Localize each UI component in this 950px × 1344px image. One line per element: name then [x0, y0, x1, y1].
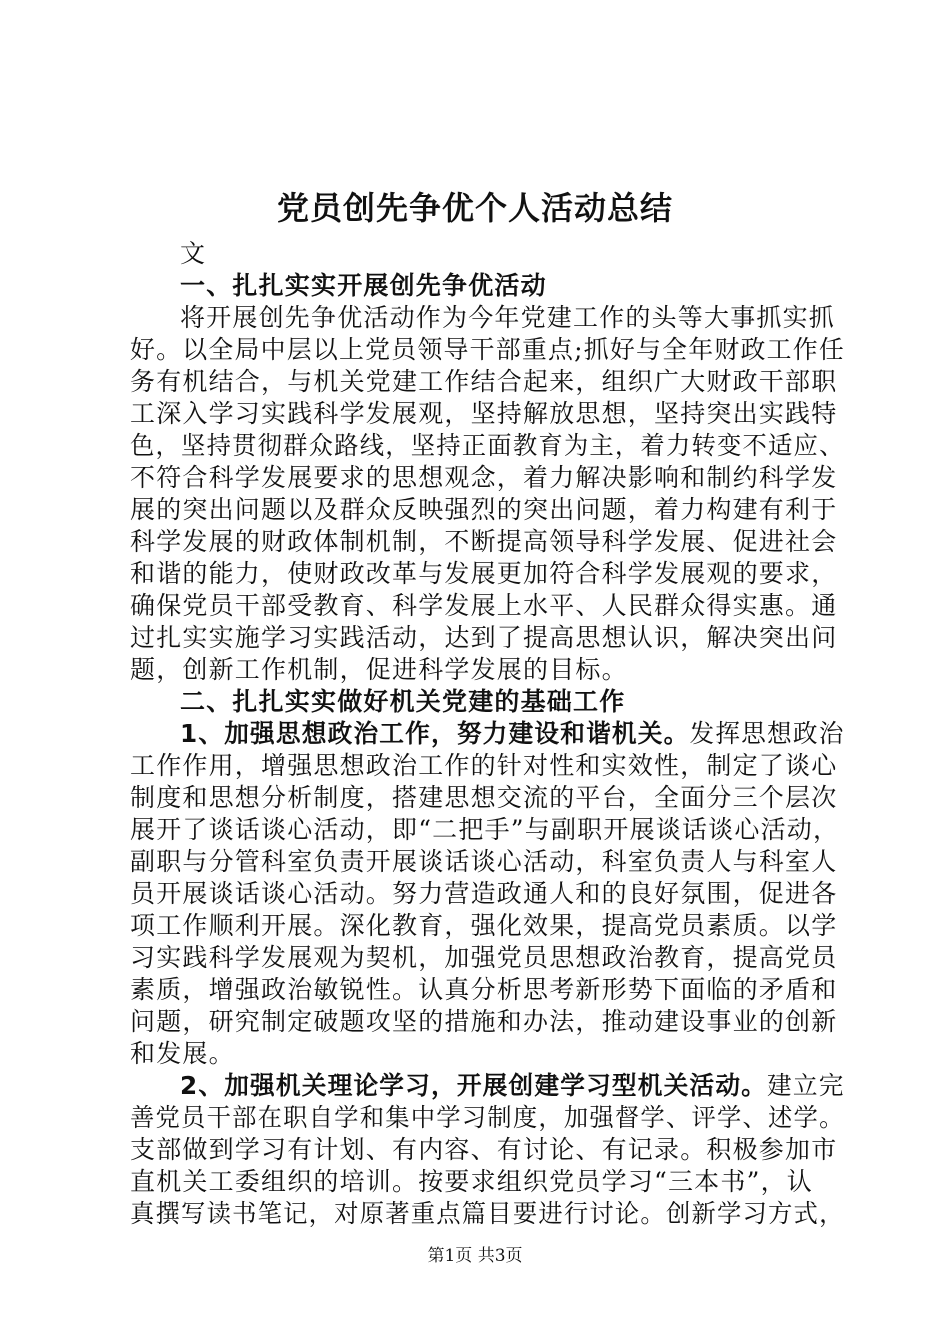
paragraph-line: 真撰写读书笔记，对原著重点篇目要进行讨论。创新学习方式，: [130, 1199, 845, 1228]
paragraph-line: 素质，增强政治敏锐性。认真分析思考新形势下面临的矛盾和: [130, 975, 838, 1004]
paragraph-line: 副职与分管科室负责开展谈话谈心活动，科室负责人与科室人: [130, 847, 838, 876]
paragraph-line: 过扎实实施学习实践活动，达到了提高思想认识，解决突出问: [130, 623, 838, 652]
item-2-first-text: 建立完: [767, 1071, 845, 1100]
paragraph-line: 支部做到学习有计划、有内容、有讨论、有记录。积极参加市: [130, 1135, 838, 1164]
paragraph-line: 展的突出问题以及群众反映强烈的突出问题，着力构建有利于: [130, 495, 838, 524]
paragraph-line: 制度和思想分析制度，搭建思想交流的平台，全面分三个层次: [130, 783, 838, 812]
author-line: 文: [180, 239, 207, 268]
paragraph-line: 务有机结合，与机关党建工作结合起来，组织广大财政干部职: [130, 367, 838, 396]
paragraph-line: 好。以全局中层以上党员领导干部重点;抓好与全年财政工作任: [130, 335, 846, 364]
paragraph-line: 不符合科学发展要求的思想观念，着力解决影响和制约科学发: [130, 463, 838, 492]
item-1-heading: 1、加强思想政治工作，努力建设和谐机关。: [180, 719, 690, 748]
section-heading-1: 一、扎扎实实开展创先争优活动: [180, 271, 547, 300]
document-title: 党员创先争优个人活动总结: [276, 189, 673, 227]
paragraph-line: 和发展。: [130, 1039, 235, 1068]
paragraph-line: 科学发展的财政体制机制，不断提高领导科学发展、促进社会: [130, 527, 838, 556]
paragraph-line: 习实践科学发展观为契机，加强党员思想政治教育，提高党员: [130, 943, 838, 972]
paragraph-line: 员开展谈话谈心活动。努力营造政通人和的良好氛围，促进各: [130, 879, 838, 908]
paragraph-line: 展开了谈话谈心活动，即“二把手”与副职开展谈话谈心活动，: [130, 815, 840, 844]
paragraph-line: 问题，研究制定破题攻坚的措施和办法，推动建设事业的创新: [130, 1007, 838, 1036]
item-2-first-line: [180, 1070, 845, 1102]
paragraph-line: 色，坚持贯彻群众路线，坚持正面教育为主，着力转变不适应、: [130, 431, 845, 460]
paragraph-line: 确保党员干部受教育、科学发展上水平、人民群众得实惠。通: [130, 591, 838, 620]
paragraph-line: 工作作用，增强思想政治工作的针对性和实效性，制定了谈心: [130, 751, 838, 780]
paragraph-line: 善党员干部在职自学和集中学习制度，加强督学、评学、述学。: [130, 1103, 845, 1132]
paragraph-line: 将开展创先争优活动作为今年党建工作的头等大事抓实抓: [180, 303, 836, 332]
item-2-heading: 2、加强机关理论学习，开展创建学习型机关活动。: [180, 1071, 768, 1100]
paragraph-line: 项工作顺利开展。深化教育，强化效果，提高党员素质。以学: [130, 911, 838, 940]
paragraph-line: 工深入学习实践科学发展观，坚持解放思想，坚持突出实践特: [130, 399, 838, 428]
paragraph-line: 直机关工委组织的培训。按要求组织党员学习“三本书”，认: [130, 1167, 813, 1196]
item-1-first-line: [180, 718, 845, 750]
item-1-first-text: 发挥思想政治: [689, 719, 845, 748]
paragraph-line: 题，创新工作机制，促进科学发展的目标。: [130, 655, 628, 684]
page-footer: 第1页 共3页: [427, 1246, 523, 1266]
paragraph-line: 和谐的能力，使财政改革与发展更加符合科学发展观的要求，: [130, 559, 838, 588]
section-heading-2: 二、扎扎实实做好机关党建的基础工作: [180, 687, 626, 716]
